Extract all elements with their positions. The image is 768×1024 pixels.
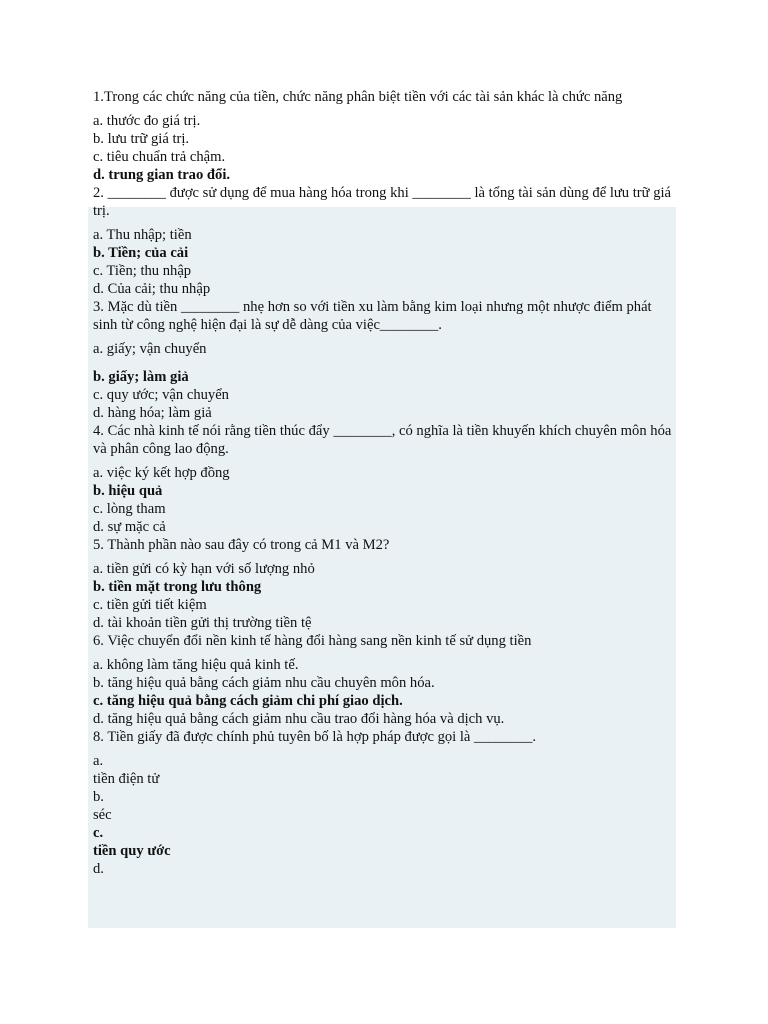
question-3	[93, 298, 673, 422]
option-a-text: tiền điện tử	[93, 771, 160, 787]
option-a-letter: a.	[93, 753, 104, 769]
option-d-letter: d.	[93, 861, 104, 877]
question-text: 5. Thành phần nào sau đây có trong cả M1 và M2?	[93, 537, 390, 553]
option-c: c. quy ước; vận chuyển	[93, 387, 229, 403]
option-b: b. lưu trữ giá trị.	[93, 131, 190, 147]
option-b-correct: b. tiền mặt trong lưu thông	[93, 579, 262, 595]
question-text: 4. Các nhà kinh tế nói rằng tiền thúc đẩy ________, có nghĩa là tiền khuyến khích chuyên môn hóa và phân công lao động.	[93, 423, 672, 457]
option-b-correct: b. giấy; làm giả	[93, 369, 189, 385]
option-d: d. tài khoản tiền gửi thị trường tiền tệ	[93, 615, 312, 631]
option-a: a. thước đo giá trị.	[93, 113, 201, 129]
option-a: a. việc ký kết hợp đồng	[93, 465, 230, 481]
option-c-text-correct: tiền quy ước	[93, 843, 171, 859]
option-d-correct: d. trung gian trao đổi.	[93, 167, 231, 183]
question-text: 8. Tiền giấy đã được chính phủ tuyên bố là hợp pháp được gọi là ________.	[93, 729, 537, 745]
option-b-text: séc	[93, 807, 112, 823]
option-d: d. Của cải; thu nhập	[93, 281, 211, 297]
question-8	[93, 728, 673, 878]
option-a: a. không làm tăng hiệu quả kinh tế.	[93, 657, 299, 673]
option-c: c. Tiền; thu nhập	[93, 263, 192, 279]
question-2	[93, 184, 673, 298]
question-text: 2. ________ được sử dụng để mua hàng hóa trong khi ________ là tổng tài sản dùng để lưu trữ giá trị.	[93, 185, 672, 219]
option-c-letter-correct: c.	[93, 825, 104, 841]
option-d: d. tăng hiệu quả bằng cách giảm nhu cầu trao đổi hàng hóa và dịch vụ.	[93, 711, 505, 727]
question-6	[93, 632, 673, 728]
question-5	[93, 536, 673, 632]
question-4	[93, 422, 673, 536]
option-c: c. tiêu chuẩn trả chậm.	[93, 149, 226, 165]
question-text: 1.Trong các chức năng của tiền, chức năng phân biệt tiền với các tài sản khác là chức năng	[93, 89, 623, 105]
option-b: b. tăng hiệu quả bằng cách giảm nhu cầu chuyên môn hóa.	[93, 675, 435, 691]
option-d: d. sự mặc cả	[93, 519, 166, 535]
question-text: 3. Mặc dù tiền ________ nhẹ hơn so với tiền xu làm bằng kim loại nhưng một nhược điểm phát sinh từ công nghệ hiện đại là sự dễ dàng của việc________.	[93, 299, 652, 333]
option-a: a. Thu nhập; tiền	[93, 227, 192, 243]
option-a: a. giấy; vận chuyển	[93, 341, 207, 357]
question-1	[93, 88, 673, 184]
option-c: c. lòng tham	[93, 501, 166, 517]
question-text: 6. Việc chuyển đổi nền kinh tế hàng đổi hàng sang nền kinh tế sử dụng tiền	[93, 633, 532, 649]
option-b-correct: b. Tiền; của cải	[93, 245, 189, 261]
option-c: c. tiền gửi tiết kiệm	[93, 597, 207, 613]
option-a: a. tiền gửi có kỳ hạn với số lượng nhỏ	[93, 561, 315, 577]
option-b-letter: b.	[93, 789, 104, 805]
quiz-content	[93, 88, 673, 878]
option-c-correct: c. tăng hiệu quả bằng cách giảm chi phí giao dịch.	[93, 693, 403, 709]
option-d: d. hàng hóa; làm giả	[93, 405, 212, 421]
option-b-correct: b. hiệu quả	[93, 483, 163, 499]
